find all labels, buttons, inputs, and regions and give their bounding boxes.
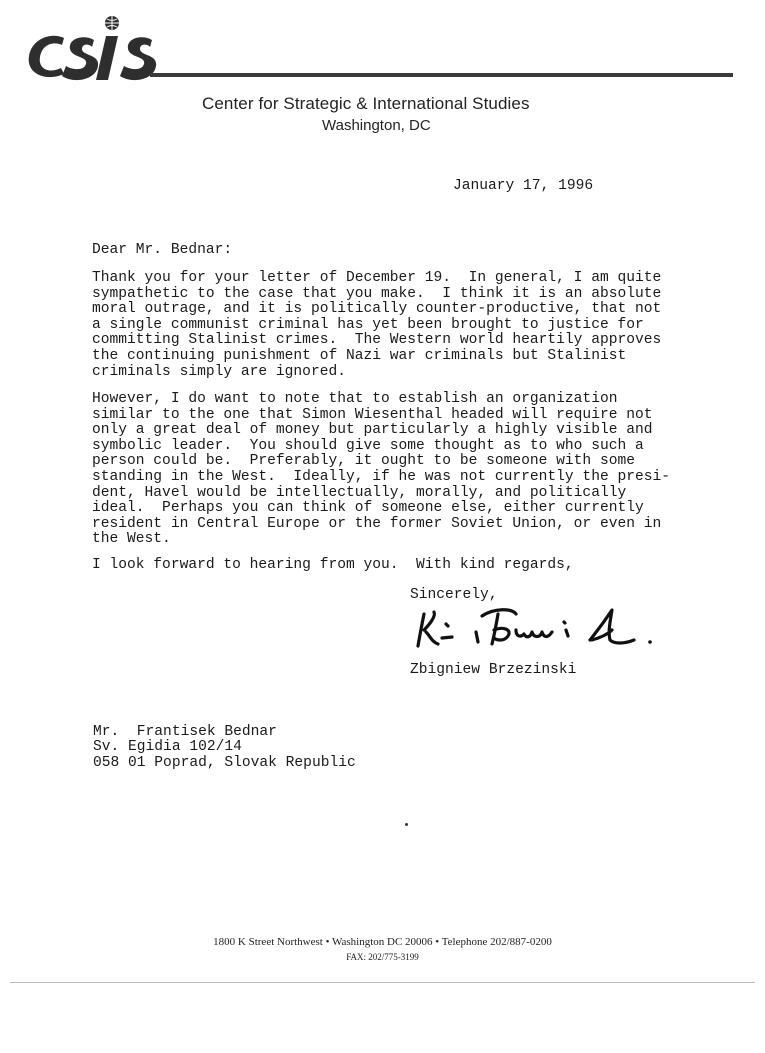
body-paragraph-2: However, I do want to note that to establish an organization similar to the one that Simon Wiesenthal headed will require not only a great deal of money but particularly a highly visible and symbolic leader. You should give some thought as to who such a person could be. Preferably, it ought to be someone with some standing in the West. Ideally, if he was not currently the presi- dent, Havel would be intellectually, morally, and politically ideal. Perhaps you can think of someone else, either currently resident in Central Europe or the former Soviet Union, or even in the West. [92,391,671,548]
recipient-line: Sv. Egidia 102/14 [93,739,242,756]
body-paragraph-3: I look forward to hearing from you. With kind regards, [92,557,574,573]
footer-fax: FAX: 202/775-3199 [346,952,419,962]
handwritten-signature [412,600,662,656]
recipient-address [93,725,356,771]
letter-date: January 17, 1996 [453,178,594,194]
footer-address: 1800 K Street Northwest • Washington DC 20006 • Telephone 202/887-0200 [213,936,552,948]
recipient-line: Mr. Frantisek Bednar [93,724,277,740]
csis-logo [24,14,164,84]
body-paragraph-1: Thank you for your letter of December 19. In general, I am quite sympathetic to the case that you make. I think it is an absolute moral outrage, and it is politically counter-productive, that not a single communist criminal has yet been brought to justice for committing Stalinist crimes. The Western world heartily approves the continuing punishment of Nazi war criminals but Stalinist criminals simply are ignored. [92,270,662,380]
paper-speck [405,823,408,826]
salutation: Dear Mr. Bednar: [92,242,233,258]
closing: Sincerely, [410,587,498,603]
page-bottom-rule [10,982,755,983]
letterhead-rule [150,73,733,77]
recipient-line: 058 01 Poprad, Slovak Republic [93,754,356,771]
organization-name: Center for Strategic & International Studies [202,94,530,113]
organization-city: Washington, DC [322,117,431,134]
signer-name: Zbigniew Brzezinski [410,662,577,678]
